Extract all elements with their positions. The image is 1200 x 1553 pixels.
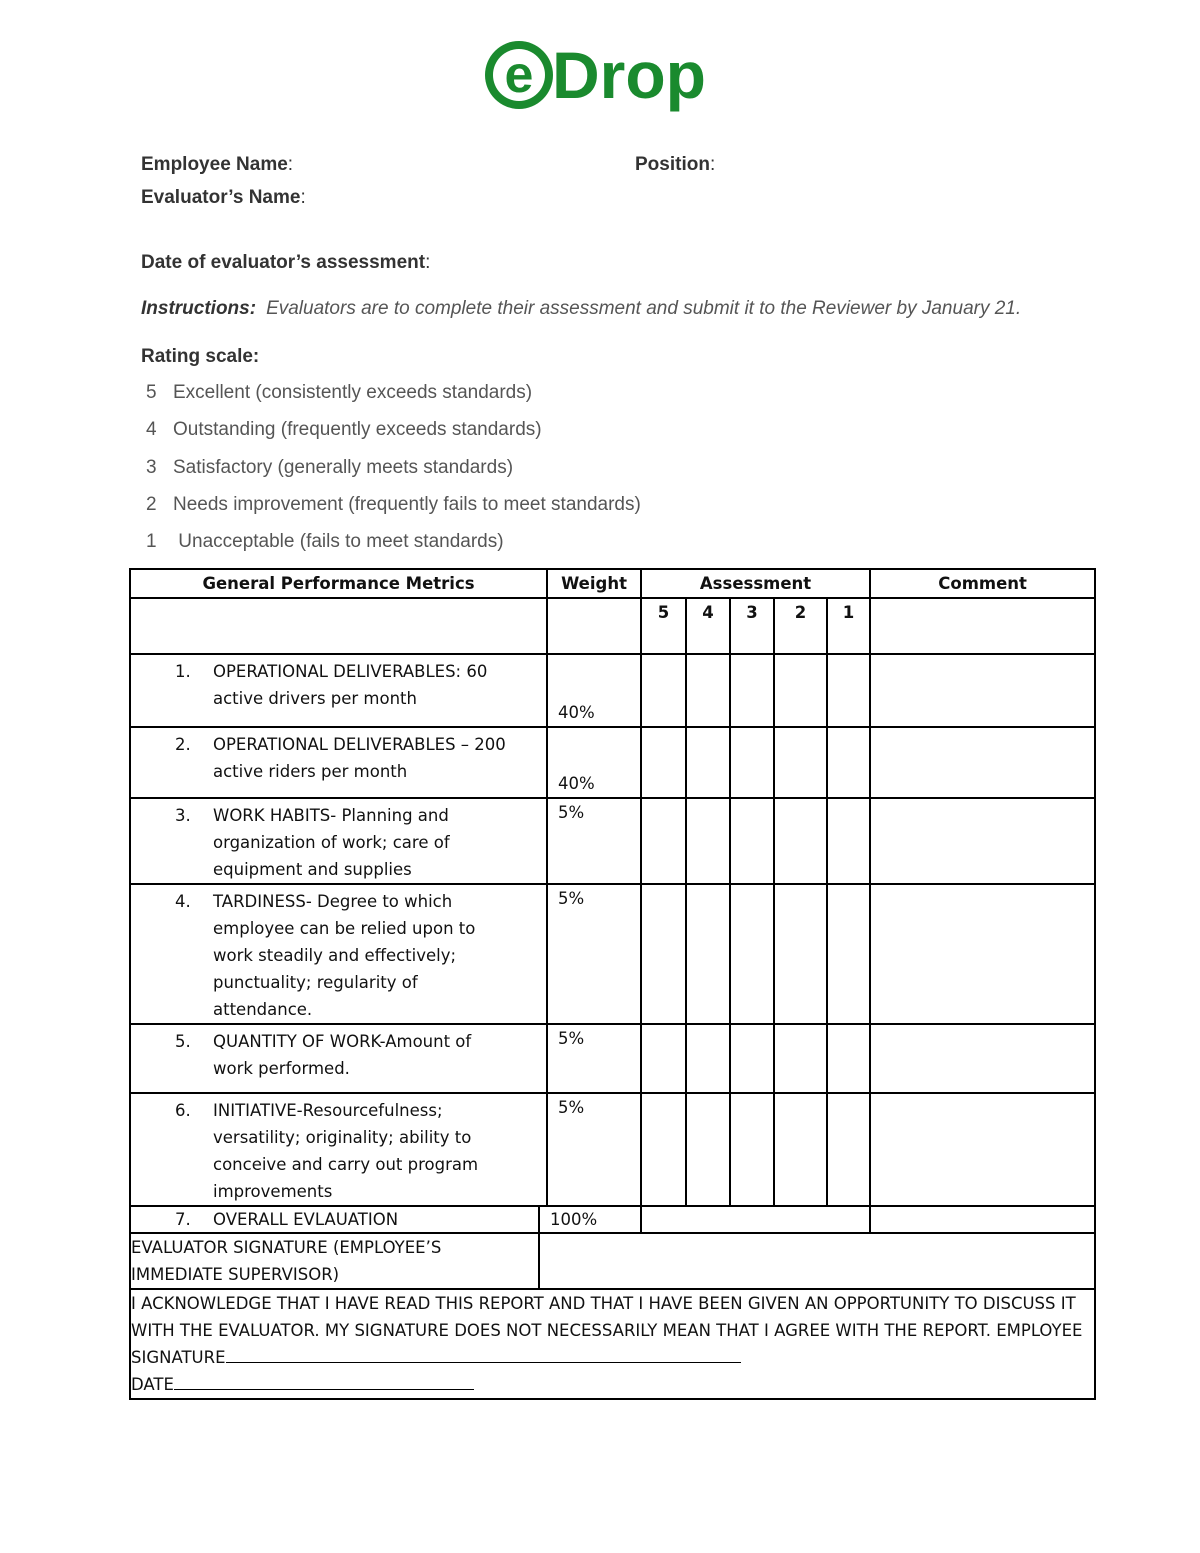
- rating-item: 3 Satisfactory (generally meets standards): [146, 456, 514, 478]
- metric-cell: 4. TARDINESS- Degree to which employee can be relied upon to work steadily and effectively; punctuality; regularity of attendance.: [130, 884, 547, 1024]
- score-2-cell[interactable]: [774, 884, 827, 1024]
- score-1-cell[interactable]: [827, 727, 870, 798]
- weight-cell: 5%: [547, 798, 641, 884]
- score-5-cell[interactable]: [641, 1093, 686, 1206]
- rating-scale-list: [146, 382, 641, 568]
- date-label: DATE: [131, 1375, 174, 1394]
- score-3-cell[interactable]: [730, 1024, 774, 1093]
- weight-cell: 40%: [547, 654, 641, 727]
- overall-weight-cell: 100%: [539, 1206, 641, 1233]
- score-5-cell[interactable]: [641, 654, 686, 727]
- score-5-cell[interactable]: [641, 727, 686, 798]
- comment-cell[interactable]: [870, 1024, 1095, 1093]
- svg-text:e: e: [504, 46, 534, 104]
- metric-row: [130, 654, 1095, 727]
- acknowledgement-text: I ACKNOWLEDGE THAT I HAVE READ THIS REPORT AND THAT I HAVE BEEN GIVEN AN OPPORTUNITY TO DISCUSS IT WITH THE EVALUATOR. MY SIGNATURE DOES NOT NECESSARILY MEAN THAT I AGREE WITH THE REPORT. EMPLOYEE SIGNATURE: [131, 1294, 1083, 1367]
- rating-item: 2 Needs improvement (frequently fails to meet standards): [146, 493, 641, 515]
- evaluator-name-label: Evaluator’s Name:: [141, 187, 306, 208]
- header-comment: Comment: [870, 569, 1095, 598]
- rating-item: 1 Unacceptable (fails to meet standards): [146, 531, 504, 553]
- score-4-cell[interactable]: [686, 1093, 730, 1206]
- edrop-logo-mark: [482, 40, 722, 124]
- comment-cell[interactable]: [870, 884, 1095, 1024]
- metric-cell: 2. OPERATIONAL DELIVERABLES – 200 active riders per month: [130, 727, 547, 798]
- score-4-cell[interactable]: [686, 727, 730, 798]
- metric-row: [130, 1024, 1095, 1093]
- score-3-cell[interactable]: [730, 798, 774, 884]
- rating-scale-title: Rating scale:: [141, 346, 260, 367]
- rating-item: 5 Excellent (consistently exceeds standards): [146, 382, 533, 403]
- score-1-cell[interactable]: [827, 654, 870, 727]
- metric-row: [130, 798, 1095, 884]
- score-2-cell[interactable]: [774, 798, 827, 884]
- header-weight: Weight: [547, 569, 641, 598]
- instructions-text: Evaluators are to complete their assessment and submit it to the Reviewer by January 21.: [266, 298, 1022, 319]
- score-2-cell[interactable]: [774, 1024, 827, 1093]
- weight-cell: 5%: [547, 1093, 641, 1206]
- weight-cell: 40%: [547, 727, 641, 798]
- score-5-header: 5: [641, 598, 686, 654]
- score-3-cell[interactable]: [730, 654, 774, 727]
- position-label: Position:: [635, 154, 716, 175]
- evaluation-table: [129, 568, 1096, 1400]
- score-3-header: 3: [730, 598, 774, 654]
- employee-name-label: Employee Name:: [141, 154, 294, 175]
- score-2-header: 2: [774, 598, 827, 654]
- metric-cell: 1. OPERATIONAL DELIVERABLES: 60 active drivers per month: [130, 654, 547, 727]
- metric-row: [130, 1093, 1095, 1206]
- score-4-cell[interactable]: [686, 798, 730, 884]
- weight-cell: 5%: [547, 1024, 641, 1093]
- overall-assessment-cell[interactable]: [641, 1206, 870, 1233]
- edrop-logo: [482, 40, 722, 124]
- score-4-cell[interactable]: [686, 884, 730, 1024]
- evaluator-signature-row: [130, 1233, 1095, 1289]
- date-line[interactable]: [174, 1371, 474, 1390]
- header-assessment: Assessment: [641, 569, 870, 598]
- score-1-cell[interactable]: [827, 884, 870, 1024]
- overall-comment-cell[interactable]: [870, 1206, 1095, 1233]
- metric-row: [130, 727, 1095, 798]
- score-1-cell[interactable]: [827, 1024, 870, 1093]
- rating-item: 4 Outstanding (frequently exceeds standards): [146, 419, 542, 441]
- score-5-cell[interactable]: [641, 884, 686, 1024]
- comment-cell[interactable]: [870, 654, 1095, 727]
- score-5-cell[interactable]: [641, 798, 686, 884]
- comment-cell[interactable]: [870, 798, 1095, 884]
- table-header-row: [130, 569, 1095, 598]
- score-3-cell[interactable]: [730, 727, 774, 798]
- metric-cell: 3. WORK HABITS- Planning and organization of work; care of equipment and supplies: [130, 798, 547, 884]
- metric-cell: 5. QUANTITY OF WORK-Amount of work performed.: [130, 1024, 547, 1093]
- evaluator-signature-label: EVALUATOR SIGNATURE (EMPLOYEE’S IMMEDIATE SUPERVISOR): [130, 1233, 539, 1289]
- overall-row: [130, 1206, 1095, 1233]
- comment-cell[interactable]: [870, 1093, 1095, 1206]
- svg-text:Drop: Drop: [552, 40, 706, 112]
- weight-cell: 5%: [547, 884, 641, 1024]
- metric-row: [130, 884, 1095, 1024]
- evaluator-signature-field[interactable]: [539, 1233, 1095, 1289]
- assessment-date-label: Date of evaluator’s assessment:: [141, 252, 431, 273]
- instructions-label: Instructions:: [141, 298, 257, 319]
- score-1-cell[interactable]: [827, 1093, 870, 1206]
- score-4-cell[interactable]: [686, 654, 730, 727]
- instructions: [141, 298, 1021, 320]
- comment-cell[interactable]: [870, 727, 1095, 798]
- score-4-cell[interactable]: [686, 1024, 730, 1093]
- score-4-header: 4: [686, 598, 730, 654]
- score-2-cell[interactable]: [774, 727, 827, 798]
- acknowledgement-row: [130, 1289, 1095, 1399]
- score-header-row: [130, 598, 1095, 654]
- header-metrics: General Performance Metrics: [130, 569, 547, 598]
- score-3-cell[interactable]: [730, 1093, 774, 1206]
- score-3-cell[interactable]: [730, 884, 774, 1024]
- score-5-cell[interactable]: [641, 1024, 686, 1093]
- employee-signature-line[interactable]: [226, 1344, 741, 1363]
- overall-label-cell: 7. OVERALL EVLAUATION: [130, 1206, 539, 1233]
- metric-cell: 6. INITIATIVE-Resourcefulness; versatility; originality; ability to conceive and carry out program improvements: [130, 1093, 547, 1206]
- score-1-header: 1: [827, 598, 870, 654]
- acknowledgement-cell: [130, 1289, 1095, 1399]
- score-2-cell[interactable]: [774, 654, 827, 727]
- score-1-cell[interactable]: [827, 798, 870, 884]
- score-2-cell[interactable]: [774, 1093, 827, 1206]
